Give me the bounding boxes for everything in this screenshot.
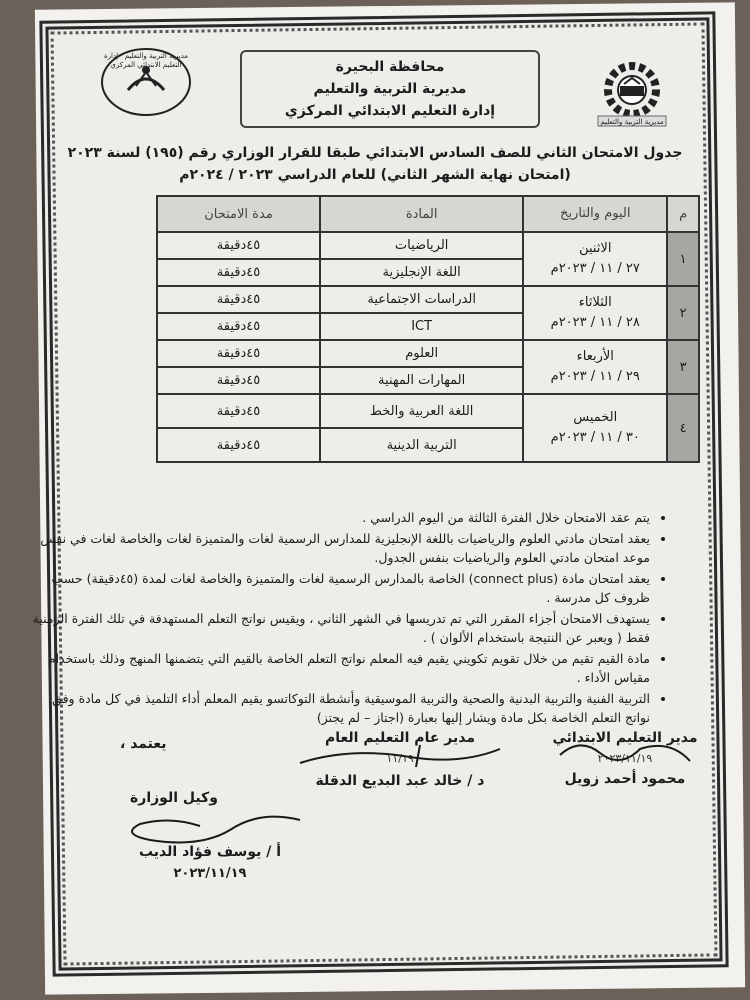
duration-cell: ٤٥دقيقة	[157, 286, 320, 313]
table-row	[157, 232, 699, 259]
header-subject: المادة	[320, 196, 523, 232]
administration-emblem-logo	[100, 46, 192, 118]
deputy-minister-name: أ / يوسف فؤاد الديب	[138, 844, 282, 860]
duration-cell: ٤٥دقيقة	[157, 232, 320, 259]
list-item: • يعقد امتحان مادتي العلوم والرياضيات باللغة الإنجليزية للمدارس الرسمية لغات والمتميزة لغات والخاصة لغات في نفس موعد امتحان مادتي العلوم والرياضيات بنفس الجدول.	[25, 529, 650, 567]
day-date-cell	[523, 286, 667, 340]
general-director-name: د / خالد عبد البديع الدقلة	[315, 773, 485, 789]
subject-cell: العلوم	[320, 340, 523, 367]
governorate-name: محافظة البحيرة	[335, 59, 445, 75]
duration-cell: ٤٥دقيقة	[157, 259, 320, 286]
exam-date: ٣٠ / ١١ / ٢٠٢٣م	[550, 430, 640, 445]
subject-cell: الرياضيات	[320, 232, 523, 259]
document	[32, 30, 710, 960]
deputy-minister-date: ٢٠٢٣/١١/١٩	[173, 866, 247, 881]
deputy-minister-block	[110, 790, 310, 881]
subject-cell: التربية الدينية	[320, 428, 523, 462]
general-director-title: مدير عام التعليم العام	[325, 730, 475, 746]
duration-cell: ٤٥دقيقة	[157, 313, 320, 340]
day-date-cell	[523, 340, 667, 394]
primary-director-block	[550, 730, 700, 787]
row-number: ١	[667, 232, 699, 286]
exam-date: ٢٩ / ١١ / ٢٠٢٣م	[550, 369, 640, 384]
directorate-gear-logo	[584, 60, 680, 132]
subject-cell: الدراسات الاجتماعية	[320, 286, 523, 313]
title-line-1: جدول الامتحان الثاني للصف السادس الابتدائي طبقا للقرار الوزاري رقم (١٩٥) لسنة ٢٠٢٣	[67, 145, 683, 161]
deputy-minister-title: وكيل الوزارة	[130, 790, 218, 806]
logo-right-caption: مديرية التربية والتعليم	[600, 118, 664, 126]
duration-cell: ٤٥دقيقة	[157, 428, 320, 462]
list-item: • يستهدف الامتحان أجزاء المقرر التي تم تدريسها في الشهر الثاني ، ويقيس نواتج التعلم المستهدفة في تلك الفترة الزمنية فقط ( ويعبر عن النتيجة باستخدام الألوان ) .	[25, 609, 650, 647]
duration-cell: ٤٥دقيقة	[157, 367, 320, 394]
row-number: ٣	[667, 340, 699, 394]
exam-date: ٢٨ / ١١ / ٢٠٢٣م	[550, 315, 640, 330]
day-date-cell	[523, 232, 667, 286]
header-number: م	[667, 196, 699, 232]
table-row	[157, 394, 699, 428]
primary-director-title: مدير التعليم الابتدائي	[552, 730, 698, 746]
list-item: • التربية الفنية والتربية البدنية والصحية والتربية الموسيقية وأنشطة التوكاتسو يقيم المعلم أداء التلميذ في كل مادة وفق نواتج التعلم الخاصة بكل مادة ويشار إليها بعبارة (اجتاز – لم يجتز)	[25, 689, 650, 727]
table-row	[157, 340, 699, 367]
list-item: • يتم عقد الامتحان خلال الفترة الثالثة من اليوم الدراسي .	[25, 508, 650, 527]
list-item: • مادة القيم تقيم من خلال تقويم تكويني يقيم فيه المعلم نواتج التعلم الخاصة بالقيم التي يتضمنها المنهج وذلك باستخدام مقياس الأداء .	[25, 649, 650, 687]
day-name: الثلاثاء	[578, 295, 612, 310]
subject-cell: ICT	[320, 313, 523, 340]
duration-cell: ٤٥دقيقة	[157, 340, 320, 367]
list-item: • يعقد امتحان مادة (connect plus) الخاصة بالمدارس الرسمية لغات والمتميزة والخاصة لغات لمدة (٤٥دقيقة) حسب ظروف كل مدرسة .	[25, 569, 650, 607]
row-number: ٢	[667, 286, 699, 340]
day-name: الخميس	[573, 410, 618, 425]
approval-label: يعتمد ،	[120, 736, 167, 752]
day-date-cell	[523, 394, 667, 462]
instructions-list	[25, 508, 690, 729]
directorate-name: مديرية التربية والتعليم	[313, 81, 467, 97]
day-name: الأربعاء	[576, 349, 614, 364]
administration-name: إدارة التعليم الابتدائي المركزي	[284, 103, 496, 119]
row-number: ٤	[667, 394, 699, 462]
primary-director-name: محمود أحمد زويل	[564, 771, 686, 787]
general-director-block	[290, 730, 510, 789]
document-title	[60, 142, 690, 186]
header-duration: مدة الامتحان	[157, 196, 320, 232]
duration-cell: ٤٥دقيقة	[157, 394, 320, 428]
table-row	[157, 286, 699, 313]
day-name: الاثنين	[579, 241, 612, 256]
title-line-2: (امتحان نهاية الشهر الثاني) للعام الدراسي ٢٠٢٣ / ٢٠٢٤م	[179, 167, 571, 183]
general-director-date: ١١/١٩	[386, 752, 414, 765]
header-day-date: اليوم والتاريخ	[523, 196, 667, 232]
primary-director-date: ٢٠٢٣/١١/١٩	[597, 752, 653, 765]
table-header-row	[157, 196, 699, 232]
exam-date: ٢٧ / ١١ / ٢٠٢٣م	[550, 261, 640, 276]
issuing-authority-box	[240, 50, 540, 128]
logo-left-caption: مديرية التربية والتعليم · إدارة التعليم الابتدائي المركزي	[103, 52, 189, 69]
exam-schedule-table	[156, 195, 700, 463]
subject-cell: المهارات المهنية	[320, 367, 523, 394]
subject-cell: اللغة العربية والخط	[320, 394, 523, 428]
subject-cell: اللغة الإنجليزية	[320, 259, 523, 286]
